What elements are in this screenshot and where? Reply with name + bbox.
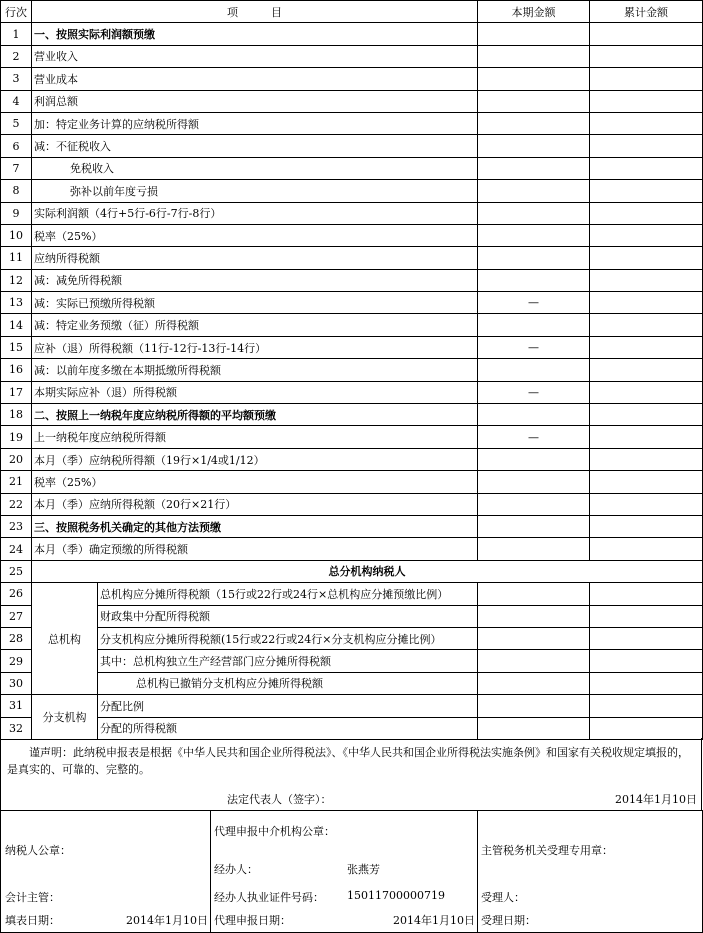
table-row <box>1 359 703 381</box>
table-row <box>1 224 703 246</box>
fill-date-label: 填表日期： <box>5 914 60 927</box>
current-amount-cell <box>478 493 590 515</box>
row-label: 上一纳税年度应纳税所得额 <box>32 426 478 448</box>
row-label: 分支机构应分摊所得税额(15行或22行或24行×分支机构应分摊比例） <box>98 627 478 649</box>
table-row <box>1 292 703 314</box>
row-label: 应补（退）所得税额（11行-12行-13行-14行） <box>32 336 478 358</box>
row-number: 22 <box>1 493 32 515</box>
handler-label: 经办人： <box>214 863 258 876</box>
current-amount-cell <box>478 717 590 739</box>
row-number: 15 <box>1 336 32 358</box>
current-amount-cell <box>478 627 590 649</box>
receive-date-label: 受理日期： <box>481 914 536 927</box>
row-number: 10 <box>1 224 32 246</box>
row-number: 28 <box>1 627 32 649</box>
legal-rep-signature-label: 法定代表人（签字）： <box>227 793 332 806</box>
table-body <box>1 23 703 740</box>
current-amount-cell: — <box>478 426 590 448</box>
row-number: 7 <box>1 157 32 179</box>
table-row <box>1 68 703 90</box>
cumulative-amount-cell <box>590 269 703 291</box>
row-label: 利润总额 <box>32 90 478 112</box>
row-label: 三、按照税务机关确定的其他方法预缴 <box>32 515 478 537</box>
current-amount-cell <box>478 23 590 45</box>
current-amount-cell <box>478 471 590 493</box>
current-amount-cell <box>478 515 590 537</box>
table-row <box>1 695 703 717</box>
table-row <box>1 202 703 224</box>
row-label: 分配比例 <box>98 695 478 717</box>
table-row <box>1 583 703 605</box>
row-number: 32 <box>1 717 32 739</box>
row-label: 分配的所得税额 <box>98 717 478 739</box>
table-row <box>1 314 703 336</box>
cumulative-amount-cell <box>590 538 703 560</box>
current-amount-cell <box>478 157 590 179</box>
row-label: 税率（25%） <box>32 224 478 246</box>
cumulative-amount-cell <box>590 202 703 224</box>
current-amount-cell: — <box>478 292 590 314</box>
current-amount-cell <box>478 404 590 426</box>
group-label-branch: 分支机构 <box>32 695 98 740</box>
cumulative-amount-cell <box>590 605 703 627</box>
current-amount-cell <box>478 68 590 90</box>
cumulative-amount-cell <box>590 292 703 314</box>
row-label: 总机构已撤销分支机构应分摊所得税额 <box>98 672 478 694</box>
row-number: 25 <box>1 560 32 582</box>
current-amount-cell <box>478 583 590 605</box>
row-label: 总机构应分摊所得税额（15行或22行或24行×总机构应分摊预缴比例） <box>98 583 478 605</box>
row-number: 1 <box>1 23 32 45</box>
row-number: 21 <box>1 471 32 493</box>
current-amount-cell <box>478 224 590 246</box>
row-label: 实际利润额（4行+5行-6行-7行-8行） <box>32 202 478 224</box>
row-number: 12 <box>1 269 32 291</box>
row-number: 29 <box>1 650 32 672</box>
table-row <box>1 672 703 694</box>
current-amount-cell <box>478 90 590 112</box>
cumulative-amount-cell <box>590 23 703 45</box>
table-row <box>1 538 703 560</box>
agent-date-label: 代理申报日期： <box>214 914 291 927</box>
row-label: 本期实际应补（退）所得税额 <box>32 381 478 403</box>
table-row <box>1 650 703 672</box>
agent-cell <box>211 811 478 933</box>
col-no-header: 行次 <box>1 1 32 23</box>
row-number: 17 <box>1 381 32 403</box>
taxpayer-seal-label: 纳税人公章： <box>5 844 71 857</box>
cumulative-amount-cell <box>590 314 703 336</box>
table-row <box>1 381 703 403</box>
table-row <box>1 45 703 67</box>
table-row <box>1 471 703 493</box>
cumulative-amount-cell <box>590 359 703 381</box>
cert-number: 15011700000719 <box>347 889 445 902</box>
current-amount-cell <box>478 202 590 224</box>
current-amount-cell <box>478 359 590 381</box>
table-row <box>1 493 703 515</box>
row-number: 8 <box>1 180 32 202</box>
cumulative-amount-cell <box>590 112 703 134</box>
col-current-header: 本期金额 <box>478 1 590 23</box>
accountant-label: 会计主管： <box>5 891 60 904</box>
table-row <box>1 515 703 537</box>
fill-date: 2014年1月10日 <box>126 914 208 927</box>
table-row <box>1 23 703 45</box>
cumulative-amount-cell <box>590 247 703 269</box>
row-number: 11 <box>1 247 32 269</box>
row-number: 20 <box>1 448 32 470</box>
row-label: 减：特定业务预缴（征）所得税额 <box>32 314 478 336</box>
cumulative-amount-cell <box>590 627 703 649</box>
row-number: 24 <box>1 538 32 560</box>
cumulative-amount-cell <box>590 717 703 739</box>
table-header <box>1 1 703 23</box>
cumulative-amount-cell <box>590 583 703 605</box>
table-row <box>1 627 703 649</box>
row-number: 9 <box>1 202 32 224</box>
cumulative-amount-cell <box>590 157 703 179</box>
cumulative-amount-cell <box>590 45 703 67</box>
row-number: 23 <box>1 515 32 537</box>
cumulative-amount-cell <box>590 381 703 403</box>
table-row <box>1 180 703 202</box>
row-number: 26 <box>1 583 32 605</box>
declaration <box>0 738 702 810</box>
row-label: 总分机构纳税人 <box>32 560 703 582</box>
taxpayer-cell <box>1 811 211 933</box>
table-row <box>1 605 703 627</box>
current-amount-cell <box>478 695 590 717</box>
row-label: 减：以前年度多缴在本期抵缴所得税额 <box>32 359 478 381</box>
row-label: 本月（季）确定预缴的所得税额 <box>32 538 478 560</box>
table-row <box>1 112 703 134</box>
current-amount-cell <box>478 314 590 336</box>
row-label: 税率（25%） <box>32 471 478 493</box>
cumulative-amount-cell <box>590 90 703 112</box>
current-amount-cell <box>478 672 590 694</box>
row-label: 二、按照上一纳税年度应纳税所得额的平均额预缴 <box>32 404 478 426</box>
row-label: 减：不征税收入 <box>32 135 478 157</box>
row-number: 2 <box>1 45 32 67</box>
row-label: 一、按照实际利润额预缴 <box>32 23 478 45</box>
row-number: 31 <box>1 695 32 717</box>
col-cumulative-header: 累计金额 <box>590 1 703 23</box>
current-amount-cell <box>478 269 590 291</box>
current-amount-cell <box>478 448 590 470</box>
cumulative-amount-cell <box>590 404 703 426</box>
group-label-head-office: 总机构 <box>32 583 98 695</box>
row-number: 5 <box>1 112 32 134</box>
row-label: 营业成本 <box>32 68 478 90</box>
table-row <box>1 560 703 582</box>
row-number: 4 <box>1 90 32 112</box>
table-row <box>1 157 703 179</box>
cumulative-amount-cell <box>590 426 703 448</box>
authority-cell <box>478 811 703 933</box>
row-label: 本月（季）应纳所得税额（20行×21行） <box>32 493 478 515</box>
row-label: 加：特定业务计算的应纳税所得额 <box>32 112 478 134</box>
current-amount-cell <box>478 538 590 560</box>
current-amount-cell <box>478 180 590 202</box>
current-amount-cell <box>478 247 590 269</box>
declaration-text: 谨声明：此纳税申报表是根据《中华人民共和国企业所得税法》、《中华人民共和国企业所得税法实施条例》和国家有关税收规定填报的，是真实的、可靠的、完整的。 <box>7 746 689 776</box>
cumulative-amount-cell <box>590 336 703 358</box>
table-row <box>1 135 703 157</box>
table-row <box>1 717 703 739</box>
table-row <box>1 426 703 448</box>
row-label: 应纳所得税额 <box>32 247 478 269</box>
current-amount-cell <box>478 650 590 672</box>
agent-date: 2014年1月10日 <box>393 914 475 927</box>
declaration-date: 2014年1月10日 <box>615 793 697 806</box>
agent-seal-label: 代理申报中介机构公章： <box>214 825 335 838</box>
cumulative-amount-cell <box>590 135 703 157</box>
row-number: 27 <box>1 605 32 627</box>
current-amount-cell <box>478 112 590 134</box>
row-label: 弥补以前年度亏损 <box>32 180 478 202</box>
cumulative-amount-cell <box>590 471 703 493</box>
row-label: 本月（季）应纳税所得额（19行×1/4或1/12） <box>32 448 478 470</box>
row-number: 3 <box>1 68 32 90</box>
cumulative-amount-cell <box>590 493 703 515</box>
current-amount-cell <box>478 135 590 157</box>
row-label: 其中：总机构独立生产经营部门应分摊所得税额 <box>98 650 478 672</box>
cumulative-amount-cell <box>590 515 703 537</box>
table-row <box>1 404 703 426</box>
current-amount-cell <box>478 45 590 67</box>
row-number: 19 <box>1 426 32 448</box>
row-number: 16 <box>1 359 32 381</box>
cumulative-amount-cell <box>590 224 703 246</box>
table-row <box>1 448 703 470</box>
table-row <box>1 336 703 358</box>
cumulative-amount-cell <box>590 448 703 470</box>
table-row <box>1 269 703 291</box>
current-amount-cell: — <box>478 381 590 403</box>
cumulative-amount-cell <box>590 695 703 717</box>
cumulative-amount-cell <box>590 672 703 694</box>
row-label: 减：减免所得税额 <box>32 269 478 291</box>
row-number: 6 <box>1 135 32 157</box>
row-number: 30 <box>1 672 32 694</box>
current-amount-cell: — <box>478 336 590 358</box>
current-amount-cell <box>478 605 590 627</box>
row-label: 营业收入 <box>32 45 478 67</box>
row-label: 减：实际已预缴所得税额 <box>32 292 478 314</box>
cert-label: 经办人执业证件号码： <box>214 891 324 904</box>
row-number: 13 <box>1 292 32 314</box>
cumulative-amount-cell <box>590 650 703 672</box>
footer-table <box>0 810 703 933</box>
col-item-header: 项 目 <box>32 1 478 23</box>
table-row <box>1 90 703 112</box>
cumulative-amount-cell <box>590 68 703 90</box>
row-label: 免税收入 <box>32 157 478 179</box>
receiver-label: 受理人： <box>481 891 525 904</box>
cumulative-amount-cell <box>590 180 703 202</box>
handler-name: 张燕芳 <box>347 863 380 876</box>
authority-seal-label: 主管税务机关受理专用章： <box>481 844 613 857</box>
row-label: 财政集中分配所得税额 <box>98 605 478 627</box>
table-row <box>1 247 703 269</box>
row-number: 18 <box>1 404 32 426</box>
row-number: 14 <box>1 314 32 336</box>
